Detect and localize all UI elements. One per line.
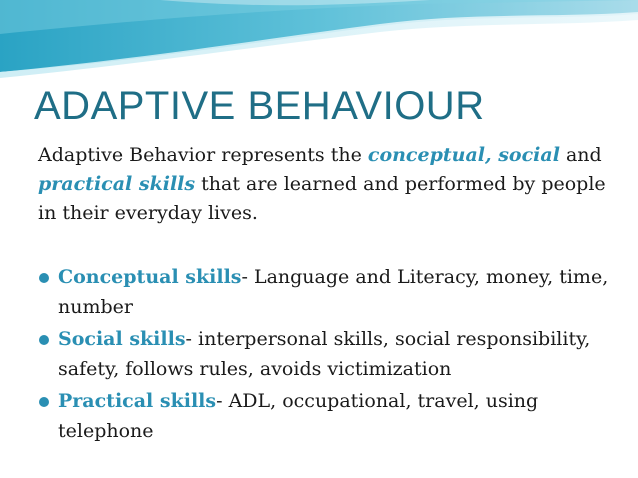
list-item	[38, 386, 618, 446]
header-wave-decoration	[0, 0, 638, 80]
skills-list	[38, 262, 618, 448]
bullet-dot-icon	[39, 273, 49, 283]
intro-text-3: that are learned and performed by people in their everyday lives.	[38, 173, 606, 224]
list-item	[38, 262, 618, 322]
bullet-term: Social skills	[58, 328, 186, 350]
intro-text-2: and	[559, 144, 602, 166]
intro-highlight-practical-skills: practical skills	[38, 173, 196, 195]
bullet-dot-icon	[39, 397, 49, 407]
bullet-term: Conceptual skills	[58, 266, 242, 288]
intro-text-1: Adaptive Behavior represents the	[38, 144, 368, 166]
bullet-term: Practical skills	[58, 390, 217, 412]
bullet-description: - Language and Literacy, money, time, number	[58, 266, 609, 318]
bullet-description: - ADL, occupational, travel, using telephone	[58, 390, 539, 442]
list-item	[38, 324, 618, 384]
slide-title: ADAPTIVE BEHAVIOUR	[34, 84, 485, 128]
bullet-description: - interpersonal skills, social responsibility, safety, follows rules, avoids victimization	[58, 328, 591, 380]
bullet-dot-icon	[39, 335, 49, 345]
intro-paragraph	[38, 141, 613, 228]
intro-highlight-conceptual-social: conceptual, social	[367, 144, 560, 166]
